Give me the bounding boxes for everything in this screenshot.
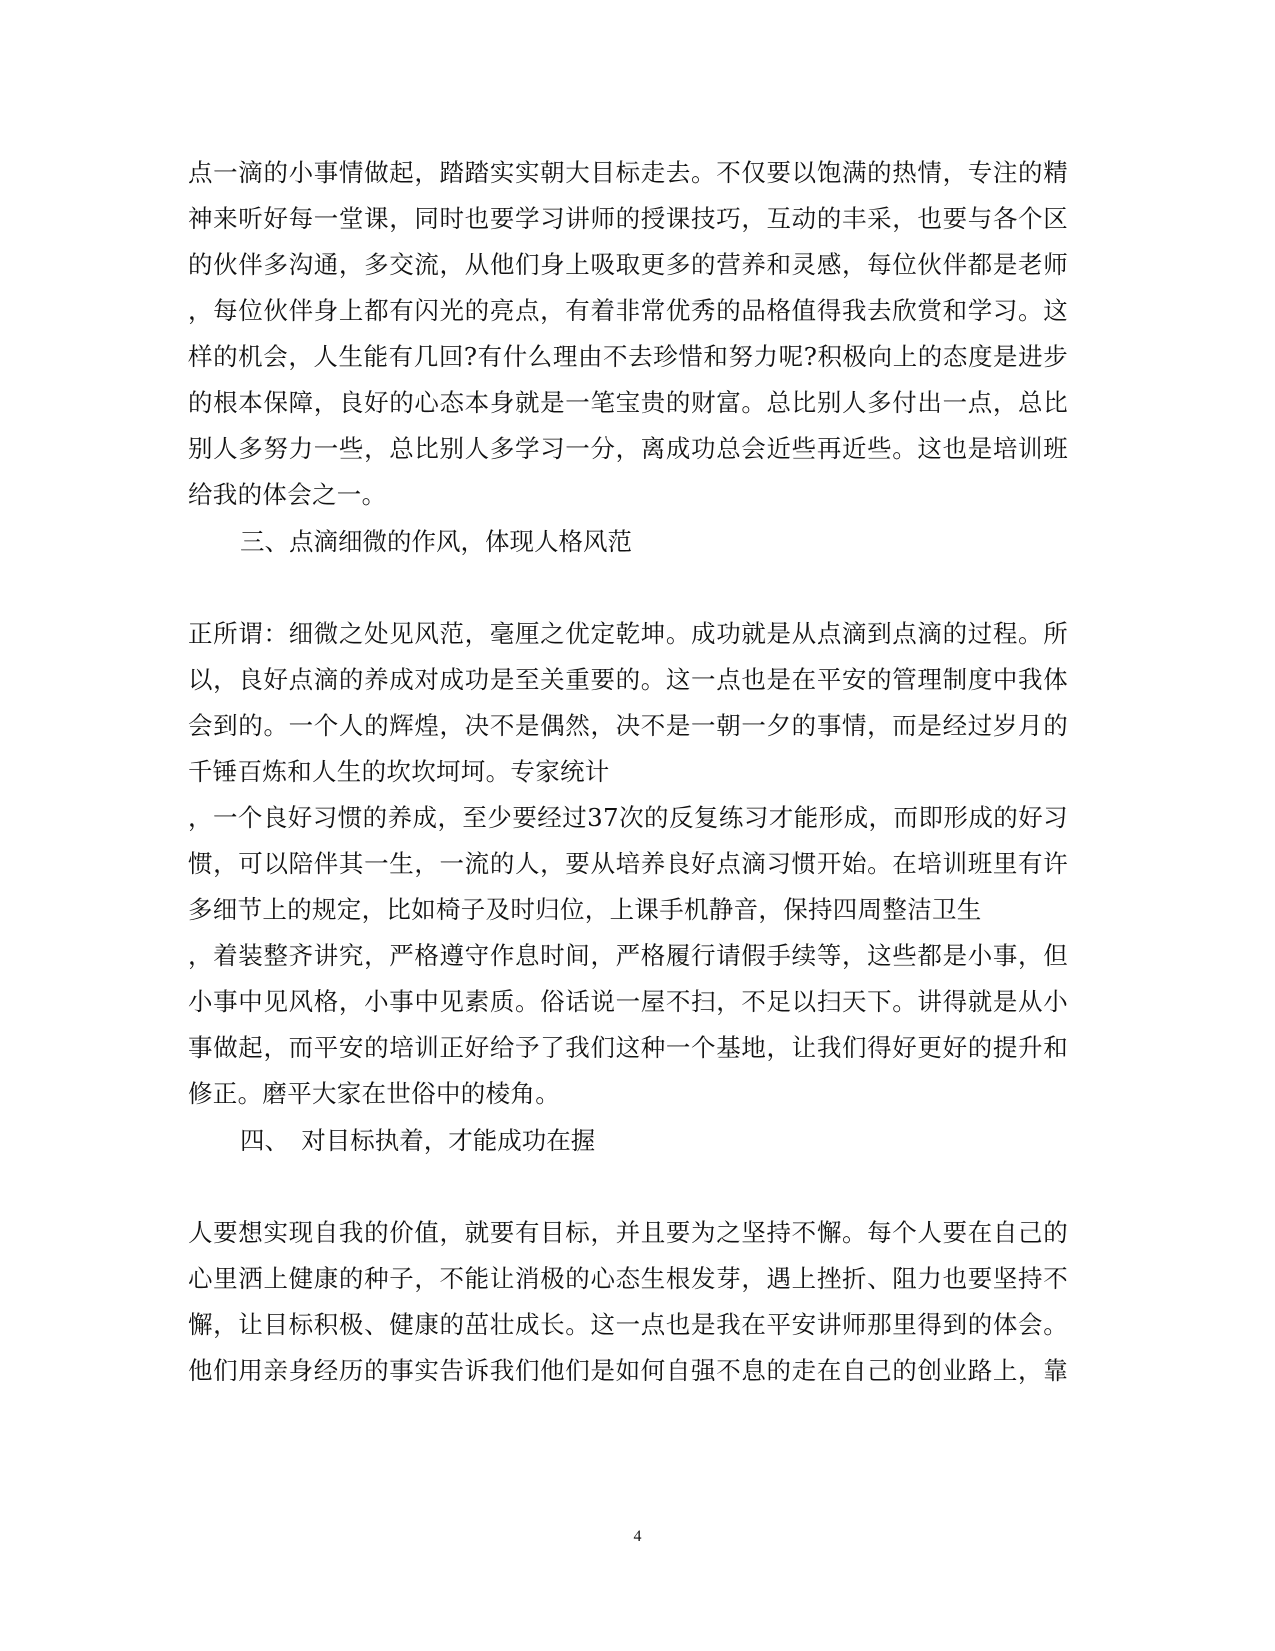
paragraph-2-line: 惯，可以陪伴其一生，一流的人，要从培养良好点滴习惯开始。在培训班里有许 bbox=[188, 849, 1068, 878]
page-number: 4 bbox=[633, 1528, 642, 1545]
paragraph-1-line: 点一滴的小事情做起，踏踏实实朝大目标走去。不仅要以饱满的热情，专注的精 bbox=[188, 158, 1068, 187]
section-heading-3: 三、点滴细微的作风，体现人格风范 bbox=[240, 527, 632, 556]
paragraph-1-line: 样的机会，人生能有几回?有什么理由不去珍惜和努力呢?积极向上的态度是进步 bbox=[188, 342, 1068, 371]
paragraph-1-line: 神来听好每一堂课，同时也要学习讲师的授课技巧，互动的丰采，也要与各个区 bbox=[188, 204, 1068, 233]
paragraph-2-line: 小事中见风格，小事中见素质。俗话说一屋不扫，不足以扫天下。讲得就是从小 bbox=[188, 987, 1068, 1016]
paragraph-2-line: 事做起，而平安的培训正好给予了我们这种一个基地，让我们得好更好的提升和 bbox=[188, 1033, 1068, 1062]
paragraph-2-line: 会到的。一个人的辉煌，决不是偶然，决不是一朝一夕的事情，而是经过岁月的 bbox=[188, 711, 1068, 740]
paragraph-2-line: ，着装整齐讲究，严格遵守作息时间，严格履行请假手续等，这些都是小事，但 bbox=[188, 941, 1068, 970]
paragraph-2-line: 以，良好点滴的养成对成功是至关重要的。这一点也是在平安的管理制度中我体 bbox=[188, 665, 1068, 694]
paragraph-1-line: ，每位伙伴身上都有闪光的亮点，有着非常优秀的品格值得我去欣赏和学习。这 bbox=[188, 296, 1068, 325]
paragraph-1-line: 给我的体会之一。 bbox=[188, 480, 387, 509]
paragraph-2-line: 正所谓：细微之处见风范，毫厘之优定乾坤。成功就是从点滴到点滴的过程。所 bbox=[188, 619, 1068, 648]
section-heading-4: 四、 对目标执着，才能成功在握 bbox=[240, 1126, 596, 1155]
paragraph-3-line: 懈，让目标积极、健康的茁壮成长。这一点也是我在平安讲师那里得到的体会。 bbox=[188, 1310, 1068, 1339]
paragraph-3-line: 心里洒上健康的种子，不能让消极的心态生根发芽，遇上挫折、阻力也要坚持不 bbox=[188, 1264, 1068, 1293]
paragraph-1-line: 的伙伴多沟通，多交流，从他们身上吸取更多的营养和灵感，每位伙伴都是老师 bbox=[188, 250, 1068, 279]
paragraph-1-line: 别人多努力一些，总比别人多学习一分，离成功总会近些再近些。这也是培训班 bbox=[188, 434, 1068, 463]
paragraph-2-line: ，一个良好习惯的养成，至少要经过37次的反复练习才能形成，而即形成的好习 bbox=[188, 803, 1068, 832]
paragraph-3-line: 人要想实现自我的价值，就要有目标，并且要为之坚持不懈。每个人要在自己的 bbox=[188, 1218, 1068, 1247]
paragraph-1-line: 的根本保障，良好的心态本身就是一笔宝贵的财富。总比别人多付出一点，总比 bbox=[188, 388, 1068, 417]
paragraph-2-line: 修正。磨平大家在世俗中的棱角。 bbox=[188, 1079, 560, 1108]
paragraph-2-line: 多细节上的规定，比如椅子及时归位，上课手机静音，保持四周整洁卫生 bbox=[188, 895, 982, 924]
paragraph-2-line: 千锤百炼和人生的坎坎坷坷。专家统计 bbox=[188, 757, 610, 786]
paragraph-3-line: 他们用亲身经历的事实告诉我们他们是如何自强不息的走在自己的创业路上，靠 bbox=[188, 1356, 1068, 1385]
